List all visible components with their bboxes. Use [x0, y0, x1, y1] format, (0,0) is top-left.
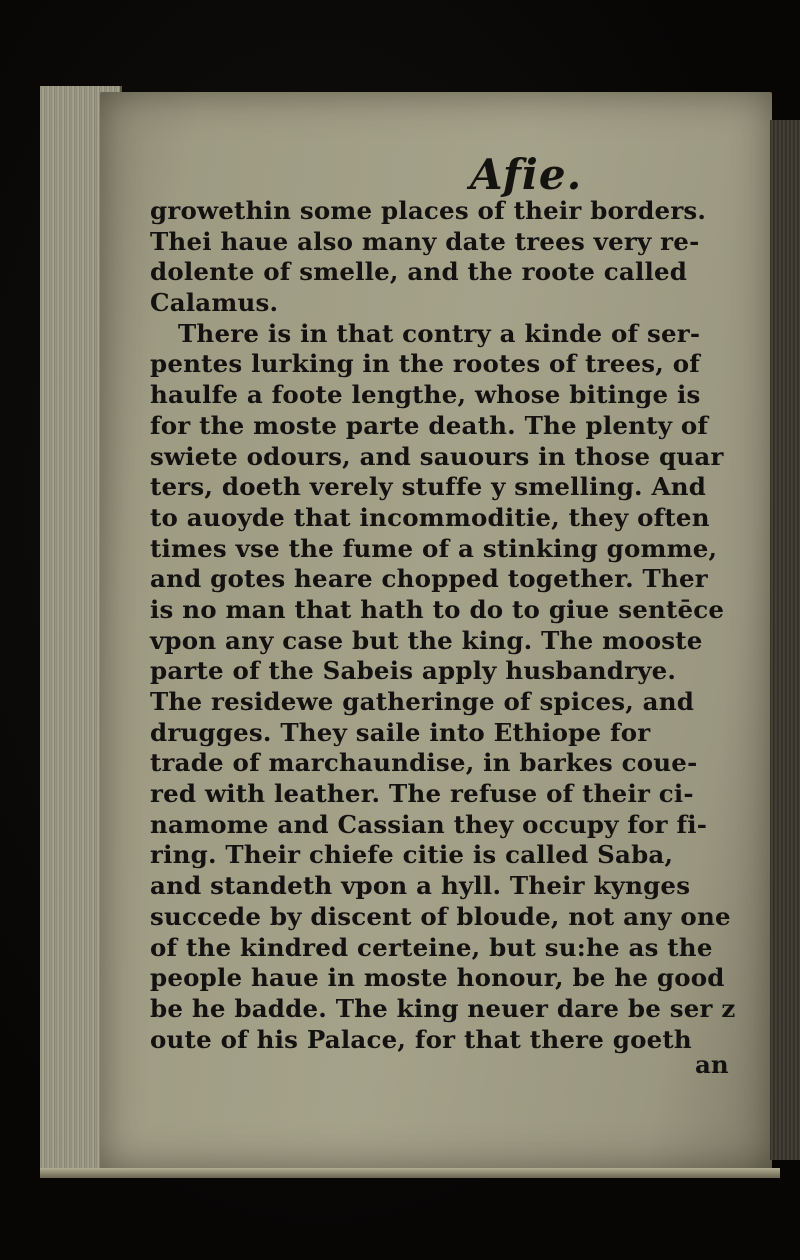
text-line: haulfe a foote lengthe, whose bitinge is [150, 380, 701, 410]
text-line: dolente of smelle, and the roote called [150, 257, 688, 287]
text-line: oute of his Palace, for that there goeth [150, 1024, 692, 1054]
page-right-edge [770, 120, 800, 1160]
text-line: growethin some places of their borders. [150, 196, 707, 225]
text-line: namome and Cassian they occupy for fi- [150, 809, 708, 839]
text-line: There is in that contry a kinde of ser- [178, 318, 701, 348]
text-line: people haue in moste honour, be he good [150, 963, 725, 993]
text-line: succede by discent of bloude, not any one [150, 901, 731, 931]
text-line: and gotes heare chopped together. Ther [150, 564, 708, 594]
text-line: ters, doeth verely stuffe y smelling. And [150, 472, 707, 502]
running-head: Afie. [470, 150, 583, 199]
catchword: an [695, 1050, 729, 1079]
text-line: red with leather. The refuse of their ci- [150, 779, 694, 809]
text-line: Calamus. [150, 288, 279, 318]
text-line: vpon any case but the king. The mooste [150, 625, 703, 655]
text-line: pentes lurking in the rootes of trees, of [150, 349, 700, 379]
text-line: ring. Their chiefe citie is called Saba, [150, 840, 674, 870]
text-line: to auoyde that incommoditie, they often [150, 502, 710, 532]
text-line: is no man that hath to do to giue sentēce [150, 594, 725, 624]
text-line: and standeth vpon a hyll. Their kynges [150, 871, 691, 901]
page-bottom-edge [40, 1168, 780, 1178]
text-line: be he badde. The king neuer dare be ser z [150, 993, 736, 1023]
text-line: drugges. They saile into Ethiope for [150, 717, 651, 747]
text-line: parte of the Sabeis apply husbandrye. [150, 656, 677, 686]
text-line: times vse the fume of a stinking gomme, [150, 533, 718, 563]
text-line: of the kindred certeine, but su:he as the [150, 932, 713, 962]
text-line: trade of marchaundise, in barkes coue- [150, 748, 698, 778]
body-text [150, 196, 770, 1055]
text-line: The residewe gatheringe of spices, and [150, 687, 695, 716]
text-line: swiete odours, and sauours in those quar [150, 441, 724, 471]
text-line: for the moste parte death. The plenty of [150, 410, 709, 440]
text-line: Thei haue also many date trees very re- [150, 226, 700, 256]
